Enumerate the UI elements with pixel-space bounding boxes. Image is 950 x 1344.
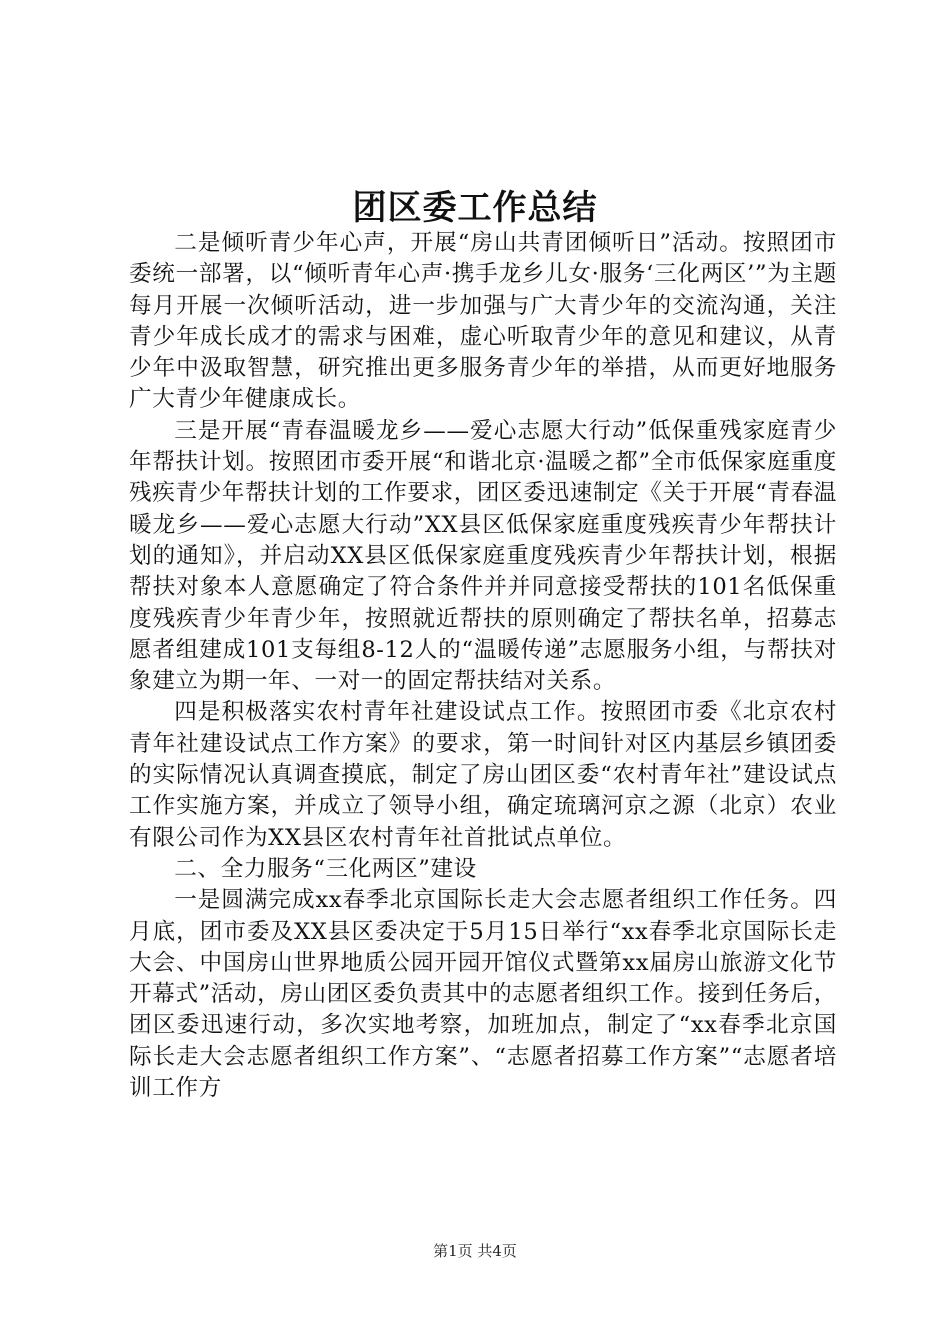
paragraph: 二是倾听青少年心声，开展“房山共青团倾听日”活动。按照团市委统一部署，以“倾听青年心声·携手龙乡儿女·服务‘三化两区’”为主题每月开展一次倾听活动，进一步加强与广大青少年的交流沟通，关注青少年成长成才的需求与困难，虚心听取青少年的意见和建议，从青少年中汲取智慧，研究推出更多服务青少年的举措，从而更好地服务广大青少年健康成长。	[129, 230, 837, 413]
page-number-footer: 第1页 共4页	[433, 1242, 517, 1260]
paragraph: 三是开展“青春温暖龙乡——爱心志愿大行动”低保重残家庭青少年帮扶计划。按照团市委开展“和谐北京·温暖之都”全市低保家庭重度残疾青少年帮扶计划的工作要求，团区委迅速制定《关于开展“青春温暖龙乡——爱心志愿大行动”XX县区低保家庭重度残疾青少年帮扶计划的通知》，并启动XX县区低保家庭重度残疾青少年帮扶计划，根据帮扶对象本人意愿确定了符合条件并并同意接受帮扶的101名低保重度残疾青少年青少年，按照就近帮扶的原则确定了帮扶名单，招募志愿者组建成101支每组8-12人的“温暖传递”志愿服务小组，与帮扶对象建立为期一年、一对一的固定帮扶结对关系。	[129, 417, 837, 695]
paragraph: 四是积极落实农村青年社建设试点工作。按照团市委《北京农村青年社建设试点工作方案》的要求，第一时间针对区内基层乡镇团委的实际情况认真调查摸底，制定了房山团区委“农村青年社”建设试点工作实施方案，并成立了领导小组，确定琉璃河京之源（北京）农业有限公司作为XX县区农村青年社首批试点单位。	[129, 699, 837, 851]
document-body	[129, 228, 837, 1104]
document-title: 团区委工作总结	[352, 188, 598, 228]
section-heading: 二、全力服务“三化两区”建设	[174, 855, 477, 882]
paragraph: 一是圆满完成xx春季北京国际长走大会志愿者组织工作任务。四月底，团市委及XX县区委决定于5月15日举行“xx春季北京国际长走大会、中国房山世界地质公园开园开馆仪式暨第xx届房山旅游文化节开幕式”活动，房山团区委负责其中的志愿者组织工作。接到任务后，团区委迅速行动，多次实地考察，加班加点，制定了“xx春季北京国际长走大会志愿者组织工作方案”、“志愿者招募工作方案”“志愿者培训工作方	[129, 887, 837, 1102]
